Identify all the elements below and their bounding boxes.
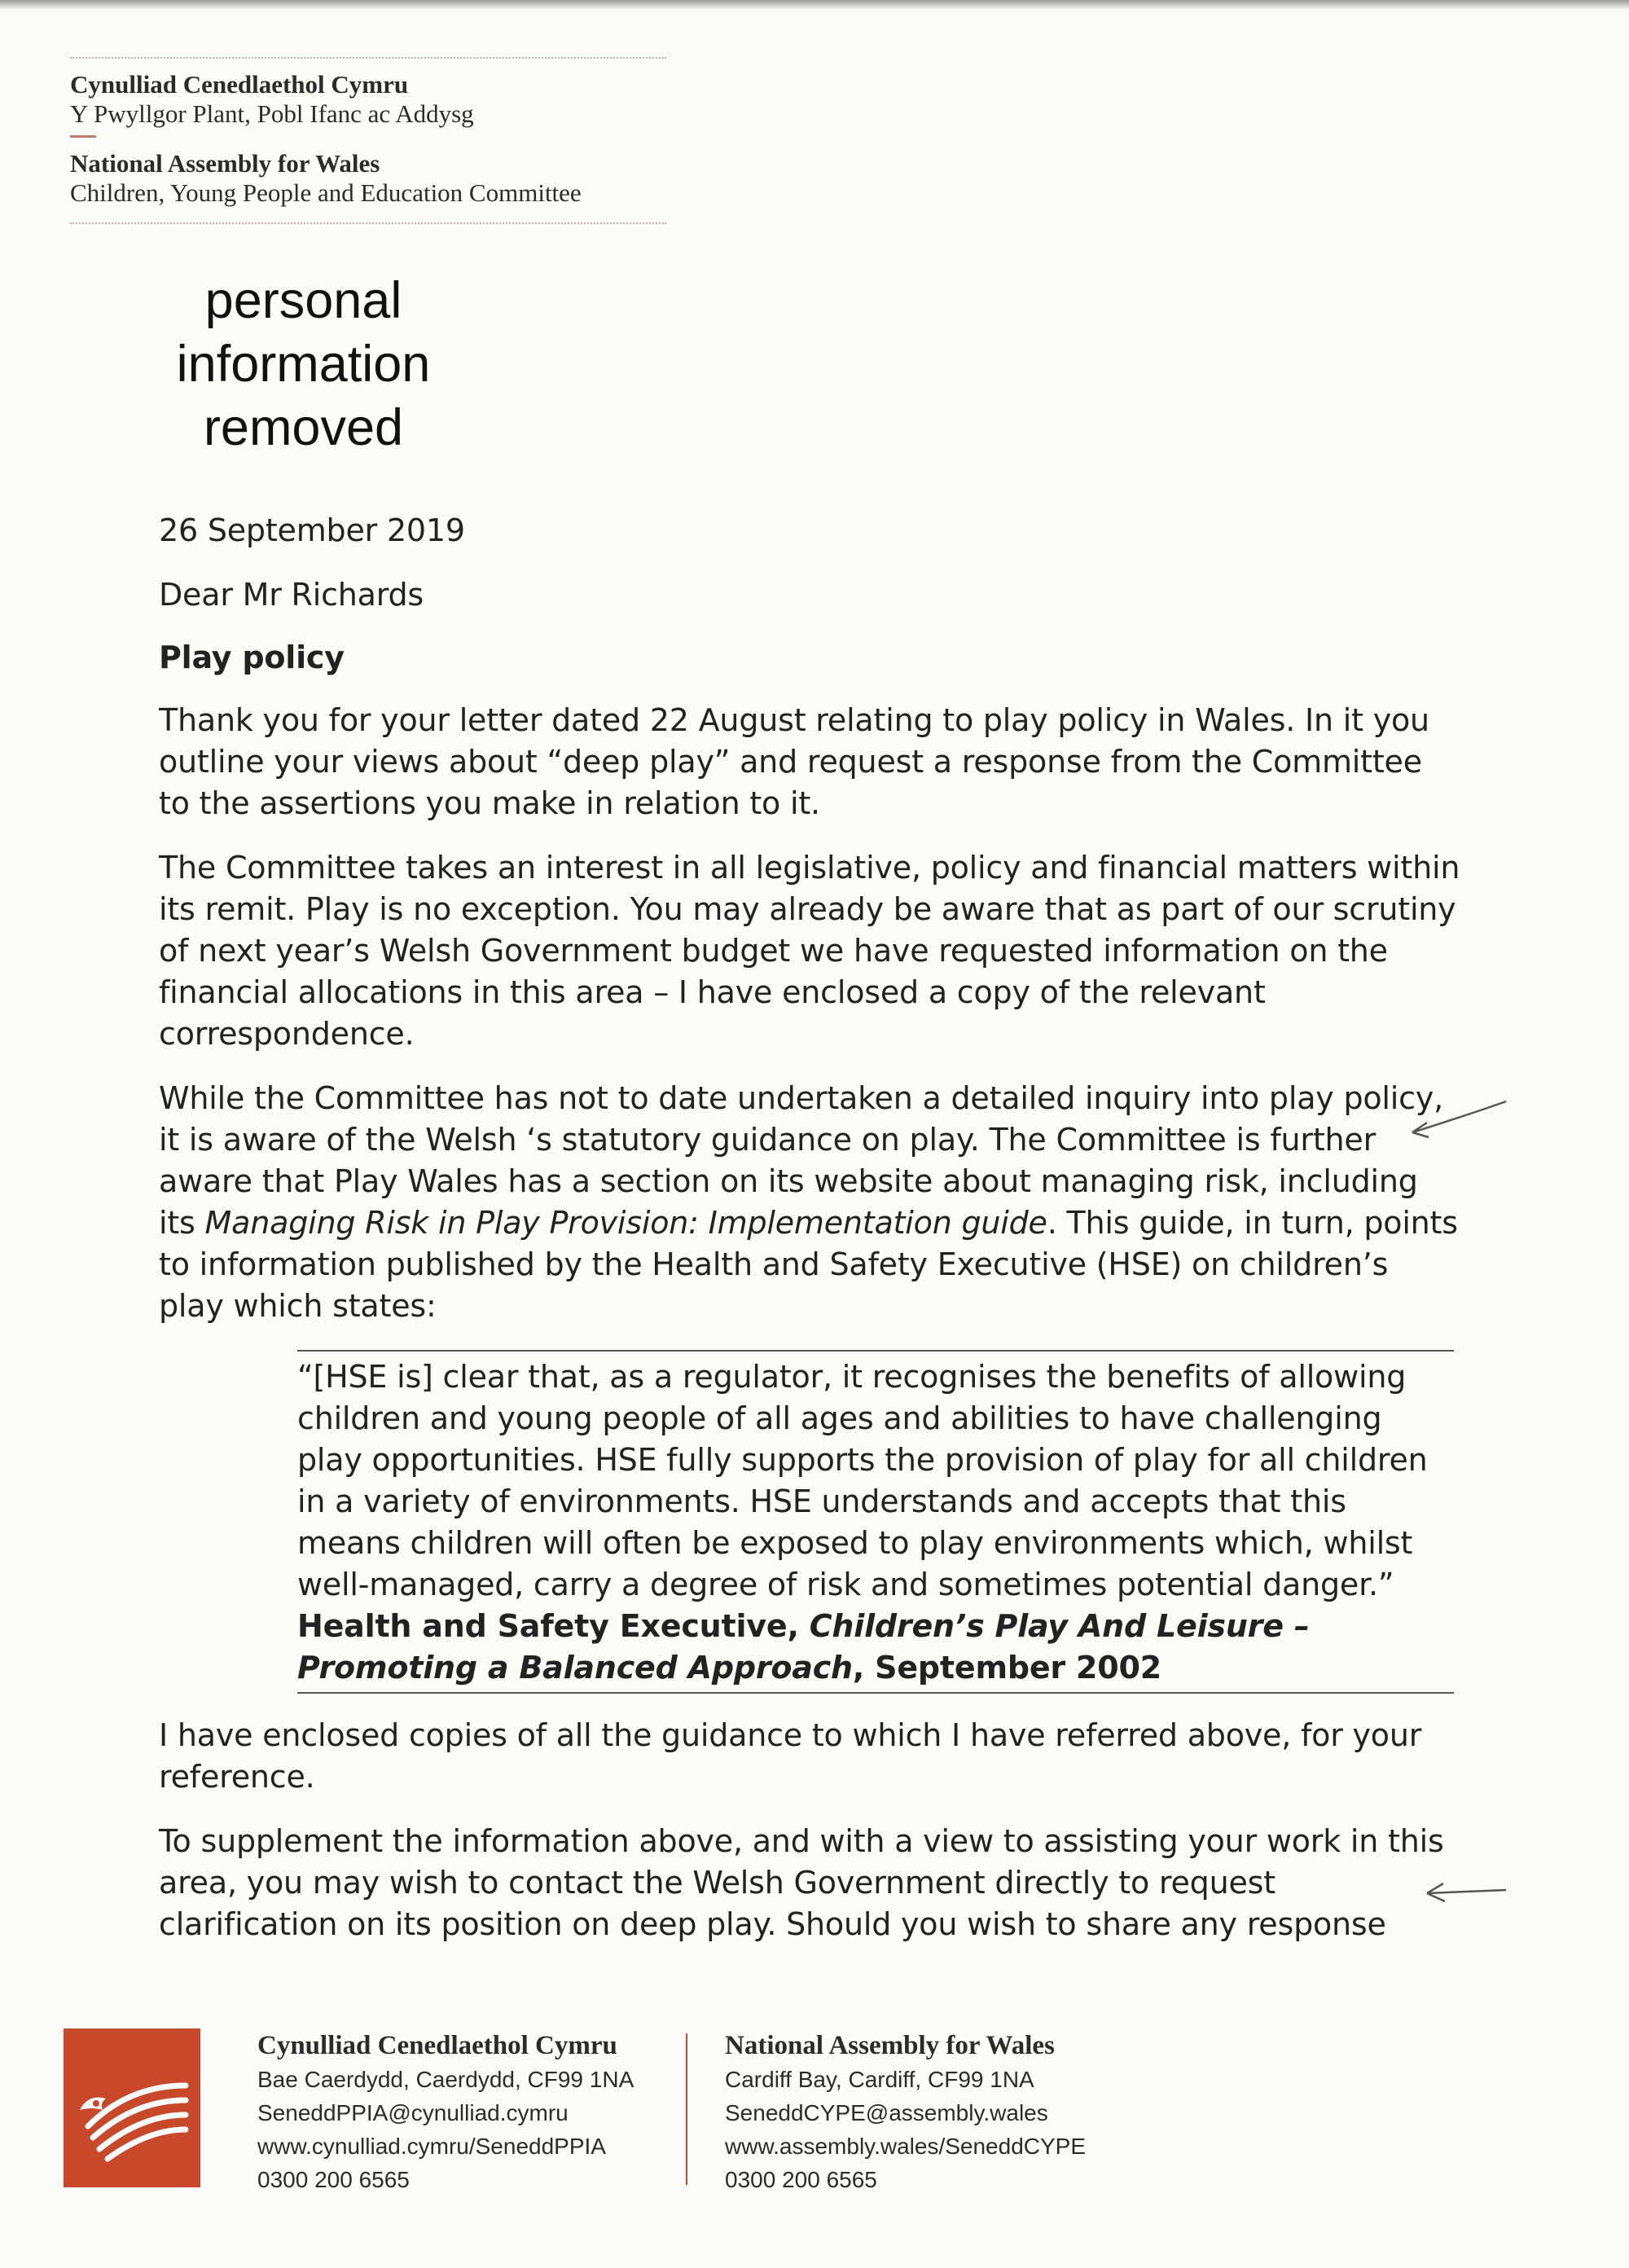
footer-divider — [686, 2033, 687, 2185]
quote-text: “[HSE is] clear that, as a regulator, it recognises the benefits of allowing children and young people of all ages and abilities to have challenging play opportunities. HSE fully supports the provision of play for all children in a variety of environments. HSE understands and accepts that this means children will often be exposed to play environments which, whilst well-managed, carry a degree of risk and sometimes potential danger.” — [297, 1359, 1428, 1602]
paragraph-3 — [159, 1078, 1462, 1327]
hse-quote — [297, 1350, 1454, 1694]
letterhead-welsh-committee: Y Pwyllgor Plant, Pobl Ifanc ac Addysg — [70, 99, 474, 128]
letterhead-welsh-org: Cynulliad Cenedlaethol Cymru — [70, 70, 409, 99]
paragraph-5: To supplement the information above, and with a view to assisting your work in this area, you may wish to contact the Welsh Government directly to request clarification on its position on deep play. Should you wish to share any response — [159, 1823, 1444, 1942]
footer-welsh-contact — [257, 2028, 634, 2196]
quote-date: , September 2002 — [852, 1650, 1161, 1686]
letterhead-bottom-rule — [70, 222, 666, 224]
letter-date: 26 September 2019 — [159, 512, 465, 548]
footer-welsh-address: Bae Caerdydd, Caerdydd, CF99 1NA — [257, 2067, 634, 2092]
redaction-line-2: information — [176, 336, 431, 393]
letterhead-english-committee: Children, Young People and Education Committee — [70, 178, 582, 207]
paragraph-4: I have enclosed copies of all the guidance to which I have referred above, for your reference. — [159, 1717, 1422, 1795]
letter-subject: Play policy — [159, 640, 345, 675]
letter-body — [159, 510, 1462, 1968]
footer-english-contact — [725, 2028, 1086, 2196]
handwritten-arrow-icon — [1404, 1095, 1510, 1144]
letterhead-divider — [70, 135, 96, 138]
footer-welsh-phone: 0300 200 6565 — [257, 2167, 410, 2192]
redaction-line-3: removed — [203, 399, 404, 456]
footer-english-address: Cardiff Bay, Cardiff, CF99 1NA — [725, 2067, 1034, 2092]
paragraph-3-text-a: While the Committee has not to date undertaken a detailed inquiry into play policy, it is aware of the Welsh ‘s statutory guidance on play. The Committee is further aware that Play Wales has a section on its website about managing risk, including its — [159, 1080, 1443, 1241]
paragraph-1: Thank you for your letter dated 22 August relating to play policy in Wales. In it you outline your views about “deep play” and request a response from the Committee to the assertions you make in relation to it. — [159, 702, 1429, 821]
footer-english-name: National Assembly for Wales — [725, 2031, 1055, 2060]
handwritten-arrow-icon-2 — [1420, 1877, 1510, 1910]
footer-english-phone: 0300 200 6565 — [725, 2167, 877, 2192]
footer-welsh-name: Cynulliad Cenedlaethol Cymru — [257, 2031, 617, 2060]
footer-english-web: www.assembly.wales/SeneddCYPE — [725, 2134, 1087, 2159]
footer-welsh-web: www.cynulliad.cymru/SeneddPPIA — [257, 2134, 606, 2159]
letterhead — [70, 57, 673, 224]
letter-salutation: Dear Mr Richards — [159, 577, 424, 613]
footer-welsh-email: SeneddPPIA@cynulliad.cymru — [257, 2100, 569, 2125]
scan-edge-shadow — [0, 0, 1629, 10]
quote-title: Children’s Play And Leisure – Promoting a Balanced Approach — [297, 1608, 1310, 1686]
letterhead-english-org: National Assembly for Wales — [70, 149, 380, 178]
redaction-notice — [122, 269, 485, 459]
paragraph-3-text-b: . This guide, in turn, points to information published by the Health and Safety Executive (HSE) on children’s play which states: — [159, 1205, 1458, 1324]
letter-footer — [64, 2028, 1530, 2191]
senedd-logo-icon — [64, 2028, 200, 2187]
guide-title: Managing Risk in Play Provision: Implementation guide — [204, 1205, 1047, 1241]
paragraph-2: The Committee takes an interest in all legislative, policy and financial matters within its remit. Play is no exception. You may already be aware that as part of our scrutiny of next year’s Welsh Government budget we have requested information on the financial allocations in this area – I have enclosed a copy of the relevant correspondence. — [159, 850, 1460, 1052]
quote-source: Health and Safety Executive, — [297, 1608, 810, 1644]
footer-english-email: SeneddCYPE@assembly.wales — [725, 2100, 1048, 2125]
redaction-line-1: personal — [204, 272, 402, 329]
letterhead-top-rule — [70, 57, 666, 59]
